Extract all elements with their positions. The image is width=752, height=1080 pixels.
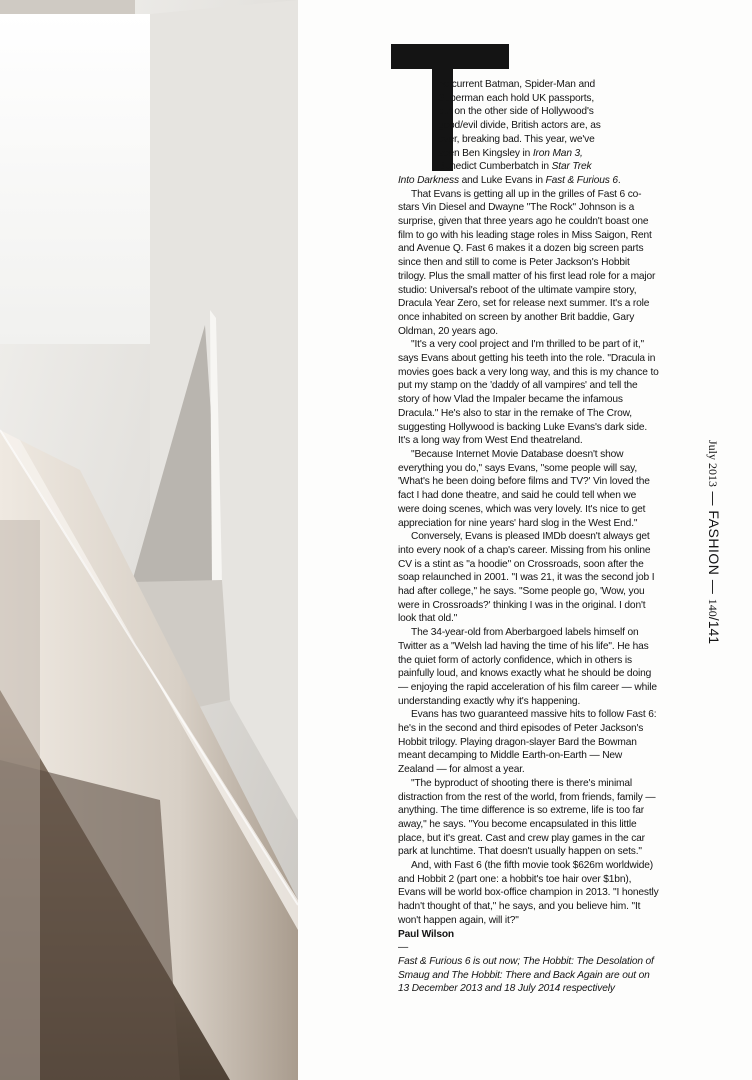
film-title: Star Trek (551, 161, 592, 173)
intro-text: seen Ben Kingsley in (438, 147, 533, 159)
body-paragraph: And, with Fast 6 (the fifth movie took $626m worldwide) and Hobbit 2 (part one: a hobbit's toe hair over $1bn), Evans will be world box-office champion in 2013. "I honestly hadn't thought of that," he says, and you believe him. "It won't happen again, will it?" (398, 860, 659, 926)
intro-text: . (617, 174, 621, 186)
page-folio (706, 440, 736, 645)
body-paragraph: The 34-year-old from Aberbargoed labels himself on Twitter as a "Welsh lad having the time of his life". He has the quiet form of actorly confidence, which in others is painfully loud, and knows exactly what he should be doing — enjoying the rapid acceleration of his film career — while understanding exactly why it's happening. (398, 627, 657, 707)
intro-line (438, 147, 660, 161)
section-name: FASHION (706, 510, 722, 576)
body-paragraph: That Evans is getting all up in the grilles of Fast 6 co-stars Vin Diesel and Dwayne "The Rock" Johnson is a surprise, given that three years ago he couldn't boast one film to go with his leading stage roles in Miss Saigon, Rent and Avenue Q. Fast 6 makes it a dozen big screen parts since then and still to come is Peter Jackson's Hobbit trilogy. Plus the small matter of his first lead role for a major studio: Universal's reboot of the ultimate vampire story, Dracula Year Zero, set for release next summer. It's a role once inhabited on screen by another Brit baddie, Gary Oldman, 20 years ago. (398, 188, 656, 337)
film-title: Iron Man 3, (532, 147, 583, 159)
release-note: Fast & Furious 6 is out now; The Hobbit: The Desolation of Smaug and The Hobbit: There and Back Again are out on 13 December 2013 and 18 July 2014 respectively (398, 956, 654, 995)
intro-line (438, 160, 660, 174)
intro-line: Superman each hold UK passports, (438, 92, 595, 104)
intro-text: Benedict Cumberbatch in (438, 161, 552, 173)
staircase-photo-image (0, 0, 298, 1080)
page-number-right: 141 (706, 620, 722, 645)
body-paragraph: "The byproduct of shooting there is there's minimal distraction from the rest of the world, from friends, family — anything. The time difference is so extreme, life is too far away," he says. "You become encapsulated in this little place, but it's great. Cast and crew play games in the car park at lunchtime. That doesn't usually happen on sets." (398, 777, 656, 858)
body-paragraph: "It's a very cool project and I'm thrilled to be part of it," says Evans about getting his teeth into the role. "Dracula in movies goes back a very long way, and this is my chance to put my stamp on the 'daddy of all vampires' and tell the story of how Vlad the Impaler became the infamous Dracula." He's also to star in the remake of The Crow, suggesting Hollywood is backing Luke Evans's dark side. It's a long way from West End theatreland. (398, 339, 659, 447)
body-paragraph: "Because Internet Movie Database doesn't show everything you do," says Evans, "some people will say, 'What's he been doing before films and TV?' Vin loved the fact I had done theatre, and said he could tell when we were doing scenes, which was very lovely. It's nice to get appreciation for nine years' hard slog in the West End." (398, 448, 650, 529)
film-title: Fast & Furious 6 (545, 174, 618, 186)
page-slash: / (706, 616, 722, 621)
intro-line: but on the other side of Hollywood's (438, 106, 594, 118)
intro-text: and Luke Evans in (458, 174, 546, 186)
article-body (398, 78, 660, 996)
page-number-left: 140 (706, 598, 720, 617)
folio-dash: — (706, 491, 722, 506)
issue-date: July 2013 (706, 440, 720, 488)
author-byline: Paul Wilson (398, 928, 454, 940)
intro-line: ever, breaking bad. This year, we've (438, 133, 595, 145)
film-title: Into Darkness (398, 174, 459, 186)
intro-line: good/evil divide, British actors are, as (438, 120, 601, 132)
intro-line (398, 174, 660, 188)
separator-dash: — (398, 942, 409, 954)
staircase-photo (0, 0, 298, 1080)
body-paragraph: Evans has two guaranteed massive hits to follow Fast 6: he's in the second and third episodes of Peter Jackson's Hobbit trilogy. Playing dragon-slayer Bard the Bowman meant decamping to Middle Earth-on-Earth — New Zealand — for almost a year. (398, 709, 657, 776)
body-paragraph: Conversely, Evans is pleased IMDb doesn't always get into every nook of a chap's career. Missing from his online CV is a stint as "a hoodie" on Crossroads, soon after the soap relaunched in 2001. "I was 21, it was the second job I had after college," he says. "Some people go, 'Wow, you were in Crossroads?' thinking I was in the original. I don't look that old." (398, 531, 655, 625)
intro-line: he current Batman, Spider-Man and (438, 79, 596, 90)
intro-paragraph (398, 78, 660, 188)
folio-dash: — (706, 579, 722, 595)
